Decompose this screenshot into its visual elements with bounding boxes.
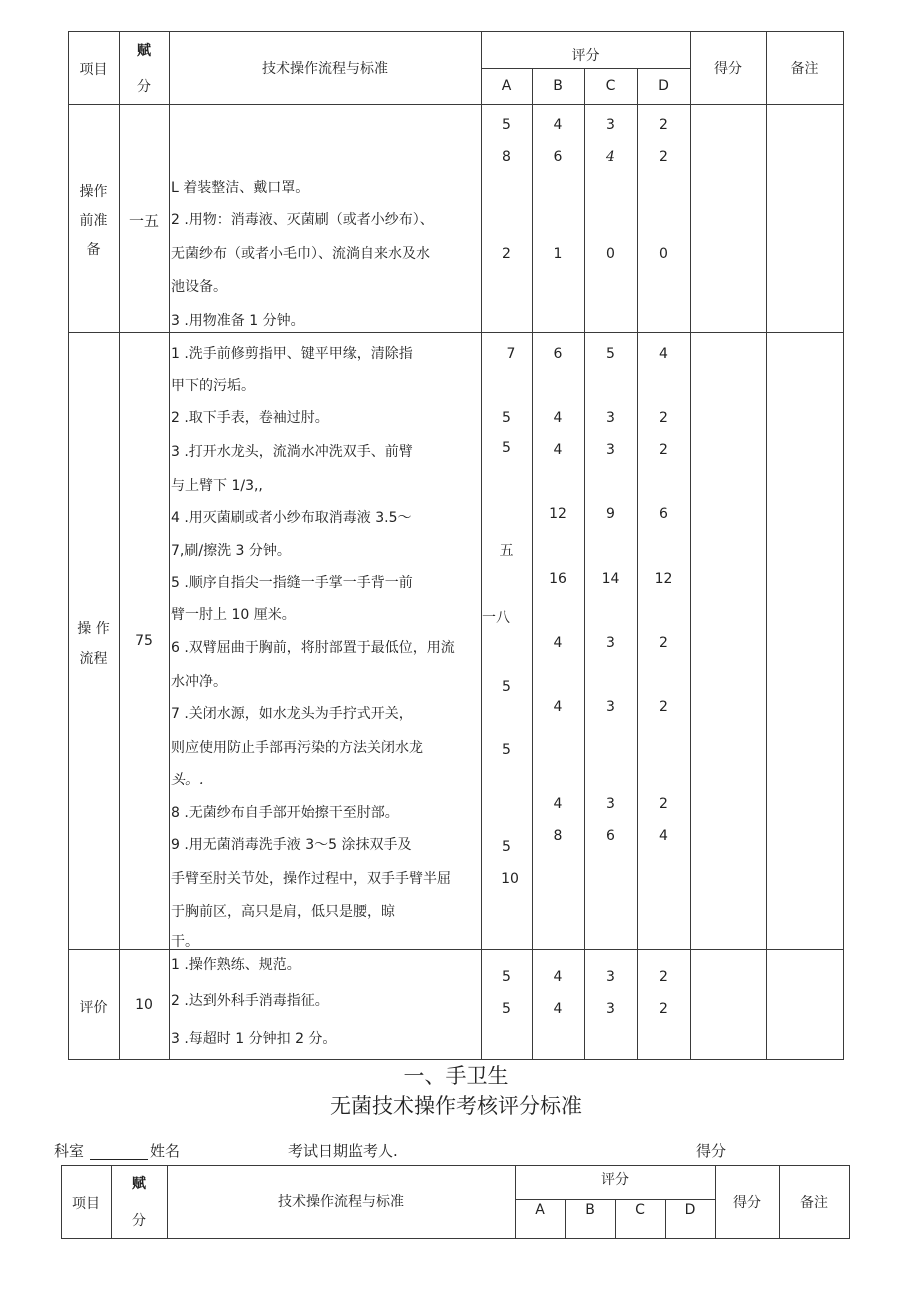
flow-c-4: 9: [606, 506, 615, 522]
flow-c-9: 6: [606, 828, 615, 844]
flow-d-6: 2: [659, 635, 668, 651]
flow-d-8: 2: [659, 796, 668, 812]
prep-c-1: 3: [606, 117, 615, 133]
section-prep-score: 一五: [128, 212, 159, 230]
t2-header-grade-a: A: [535, 1202, 545, 1218]
eval-a-1: 5: [502, 969, 511, 985]
section-eval-score: 10: [135, 997, 153, 1013]
flow-line-4: 3 .打开水龙头，流淌水冲洗双手、前臂: [171, 444, 413, 460]
flow-c-8: 3: [606, 796, 615, 812]
flow-d-4: 6: [659, 506, 668, 522]
t2-header-project: 项目: [72, 1196, 100, 1212]
t2-header-score-bottom: 分: [132, 1213, 146, 1229]
t2-header-remark: 备注: [800, 1195, 828, 1211]
prep-line-3: 无菌纱布（或者小毛巾）、流淌自来水及水: [171, 246, 430, 262]
section-eval-name: 评价: [79, 1000, 108, 1016]
flow-b-8: 4: [553, 796, 563, 812]
t2-header-got: 得分: [733, 1195, 761, 1211]
flow-b-7: 4: [553, 699, 563, 715]
eval-c-1: 3: [606, 969, 615, 985]
t2-header-score-top: 赋: [132, 1176, 146, 1192]
eval-line-3: 3 .每超时 1 分钟扣 2 分。: [171, 1031, 337, 1047]
flow-line-12: 7 .关闭水源，如水龙头为手拧式开关，: [171, 706, 413, 722]
prep-d-3: 0: [659, 246, 668, 262]
flow-line-14: 头。.: [171, 772, 204, 788]
flow-d-5: 12: [654, 571, 673, 587]
t2-header-grade-b: B: [585, 1202, 595, 1218]
header-remark: 备注: [790, 61, 819, 77]
header-procedure: 技术操作流程与标准: [262, 61, 388, 77]
info-exam-label: 考试日期监考人.: [288, 1142, 398, 1160]
header-score-top: 赋: [137, 43, 151, 59]
flow-c-1: 5: [606, 346, 615, 362]
header-grade-a: A: [501, 78, 512, 94]
flow-a-2: 5: [502, 410, 511, 426]
info-line: [54, 1144, 854, 1164]
section-flow-score: 75: [135, 633, 153, 649]
prep-line-2: 2 .用物：消毒液、灭菌刷（或者小纱布）、: [171, 212, 434, 228]
flow-b-5: 16: [549, 571, 567, 587]
prep-b-1: 4: [553, 117, 563, 133]
flow-line-16: 9 .用无菌消毒洗手液 3～5 涂抹双手及: [171, 837, 412, 853]
flow-line-15: 8 .无菌纱布自手部开始擦干至肘部。: [171, 805, 399, 821]
header-grade-d: D: [658, 78, 669, 94]
flow-b-9: 8: [553, 828, 563, 844]
flow-line-3: 2 .取下手表，卷袖过肘。: [171, 410, 329, 426]
flow-a-5: 一八: [482, 610, 510, 626]
flow-c-2: 3: [606, 410, 615, 426]
info-dept-blank[interactable]: [90, 1159, 148, 1160]
flow-line-11: 水冲净。: [171, 674, 227, 690]
page-title-line-1: 一、手卫生: [403, 1064, 509, 1088]
prep-line-4: 池设备。: [171, 279, 227, 295]
flow-c-3: 3: [606, 442, 615, 458]
flow-c-7: 3: [606, 699, 615, 715]
flow-d-9: 4: [659, 828, 668, 844]
flow-line-18: 于胸前区，高只是肩，低只是腰，晾: [171, 904, 395, 920]
header-got: 得分: [714, 61, 742, 77]
prep-c-3: 0: [606, 246, 615, 262]
flow-line-5: 与上臂下 1/3,,: [171, 478, 263, 494]
flow-c-5: 14: [601, 571, 620, 587]
flow-line-17: 手臂至肘关节处，操作过程中，双手手臂半屈: [171, 871, 451, 887]
flow-line-9: 臂一肘上 10 厘米。: [171, 607, 296, 623]
prep-b-2: 6: [553, 149, 563, 165]
info-got-label: 得分: [696, 1142, 727, 1160]
page-title-line-2: 无菌技术操作考核评分标准: [330, 1094, 582, 1118]
header-grade-b: B: [553, 78, 563, 94]
prep-b-3: 1: [553, 246, 563, 262]
flow-a-4: 五: [499, 543, 514, 559]
prep-a-2: 8: [502, 149, 511, 165]
eval-c-2: 3: [606, 1001, 615, 1017]
flow-d-1: 4: [659, 346, 668, 362]
flow-line-13: 则应使用防止手部再污染的方法关闭水龙: [171, 740, 423, 756]
flow-b-4: 12: [549, 506, 567, 522]
flow-line-8: 5 .顺序自指尖一指缝一手掌一手背一前: [171, 575, 413, 591]
flow-d-7: 2: [659, 699, 668, 715]
section-flow-name-1: 操 作: [77, 621, 110, 637]
eval-line-2: 2 .达到外科手消毒指征。: [171, 993, 329, 1009]
t2-header-grade-c: C: [635, 1202, 645, 1218]
prep-line-1: L 着装整洁、戴口罩。: [171, 180, 310, 196]
header-score-bottom: 分: [137, 79, 151, 95]
t2-header-rating: 评分: [601, 1172, 629, 1188]
eval-b-2: 4: [553, 1001, 563, 1017]
flow-line-7: 7,刷/擦洗 3 分钟。: [171, 543, 291, 559]
prep-line-5: 3 .用物准备 1 分钟。: [171, 313, 305, 329]
prep-c-2: 4: [606, 149, 615, 165]
flow-d-2: 2: [659, 410, 668, 426]
eval-line-1: 1 .操作熟练、规范。: [171, 957, 301, 973]
flow-line-2: 甲下的污垢。: [171, 378, 255, 394]
section-prep-name-2: 前准: [79, 213, 108, 229]
eval-a-2: 5: [502, 1001, 511, 1017]
eval-b-1: 4: [553, 969, 563, 985]
info-dept-label: 科室: [54, 1142, 85, 1160]
info-name-label: 姓名: [150, 1142, 181, 1160]
flow-d-3: 2: [659, 442, 668, 458]
flow-b-2: 4: [553, 410, 563, 426]
header-project: 项目: [79, 62, 108, 78]
flow-b-3: 4: [553, 442, 563, 458]
prep-a-1: 5: [502, 117, 511, 133]
flow-a-8: 5: [502, 839, 511, 855]
flow-a-6: 5: [502, 679, 511, 695]
flow-b-1: 6: [553, 346, 563, 362]
flow-a-1: 7: [506, 346, 516, 362]
eval-d-1: 2: [659, 969, 668, 985]
header-grade-c: C: [605, 78, 616, 94]
section-flow-name-2: 流程: [79, 651, 108, 667]
header-rating: 评分: [571, 48, 600, 64]
flow-a-7: 5: [502, 742, 511, 758]
eval-d-2: 2: [659, 1001, 668, 1017]
prep-a-3: 2: [502, 246, 511, 262]
t2-header-procedure: 技术操作流程与标准: [278, 1194, 404, 1210]
flow-c-6: 3: [606, 635, 615, 651]
prep-d-1: 2: [659, 117, 668, 133]
flow-line-19: 干。: [171, 934, 199, 948]
prep-d-2: 2: [659, 149, 668, 165]
flow-a-3: 5: [502, 440, 511, 456]
t2-header-grade-d: D: [684, 1202, 696, 1218]
flow-line-6: 4 .用灭菌刷或者小纱布取消毒液 3.5～: [171, 510, 412, 526]
flow-a-9: 10: [501, 871, 519, 887]
flow-line-10: 6 .双臂屈曲于胸前，将肘部置于最低位，用流: [171, 640, 455, 656]
flow-b-6: 4: [553, 635, 563, 651]
section-prep-name-1: 操作: [79, 184, 108, 200]
section-prep-name-3: 备: [86, 242, 101, 258]
flow-line-1: 1 .洗手前修剪指甲、键平甲缘，清除指: [171, 346, 413, 362]
